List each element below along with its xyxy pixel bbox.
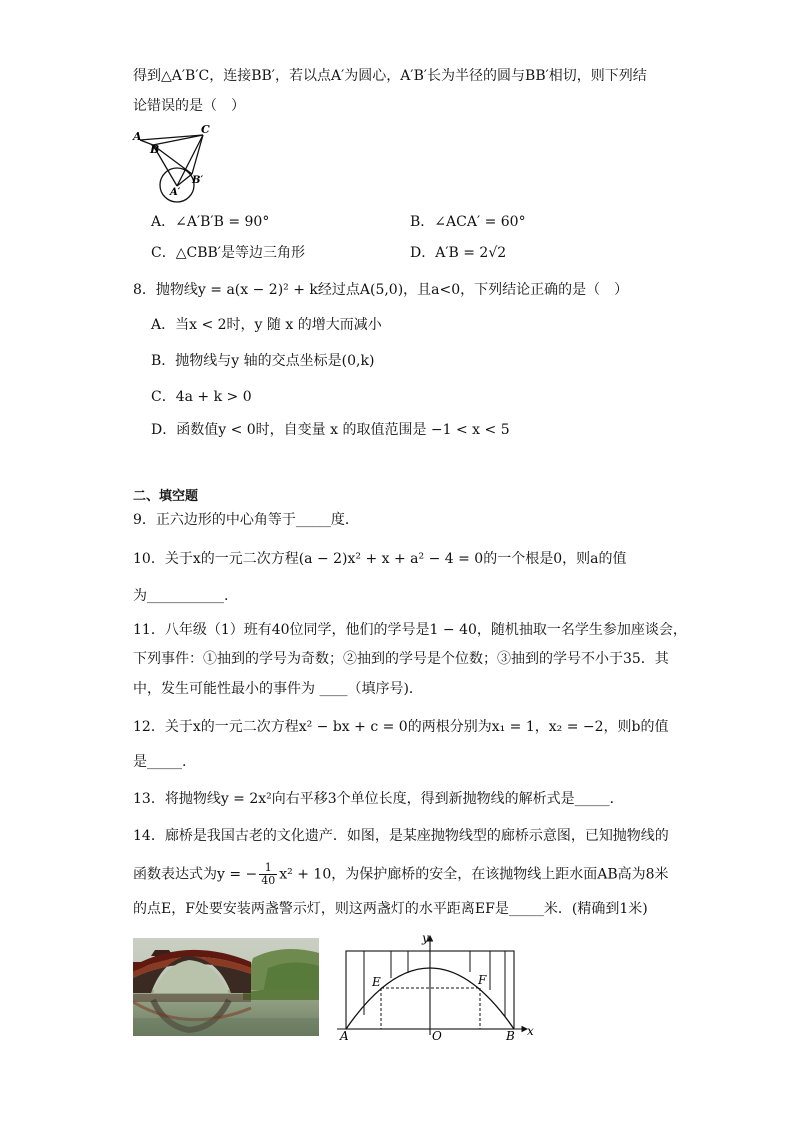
- q11-line1: 11．八年级（1）班有40位同学，他们的学号是1 − 40，随机抽取一名学生参加座谈会，: [133, 622, 687, 638]
- q12-line2: 是_____.: [133, 754, 187, 770]
- bridge-parabola-diagram: [337, 932, 537, 1042]
- q14-line3: 的点E，F处要安装两盏警示灯，则这两盏灯的水平距离EF是_____米．(精确到1米): [133, 901, 648, 917]
- q7-triangle-figure: [130, 122, 215, 206]
- q8-stem: 8．抛物线y = a(x − 2)² + k经过点A(5,0)，且a<0，下列结论正确的是（ ）: [133, 282, 629, 298]
- q11-line2: 下列事件：①抽到的学号为奇数；②抽到的学号是个位数；③抽到的学号不小于35．其: [133, 651, 669, 667]
- q7-option-c: C．△CBB′是等边三角形: [151, 245, 305, 261]
- q7-option-a: A．∠A′B′B = 90°: [151, 214, 270, 230]
- q14-line2-start: 函数表达式为y = −: [133, 866, 258, 883]
- q8-option-b: B．抛物线与y 轴的交点坐标是(0,k): [151, 353, 375, 369]
- section-title: 二、填空题: [133, 489, 199, 504]
- q11-line3: 中，发生可能性最小的事件为 ____（填序号)．: [133, 681, 423, 697]
- q14-fraction-numerator: 1: [259, 862, 277, 875]
- q10-line2: 为___________.: [133, 588, 229, 604]
- q7-option-b: B．∠ACA′ = 60°: [410, 214, 526, 230]
- q14-fraction-denominator: 40: [261, 874, 276, 887]
- label-A: A: [133, 130, 142, 143]
- q8-option-d: D．函数值y < 0时，自变量 x 的取值范围是 −1 < x < 5: [151, 422, 510, 438]
- q7-stem-line1: 得到△A′B′C，连接BB′，若以点A′为圆心，A′B′长为半径的圆与BB′相切，则下列结: [133, 68, 647, 84]
- diagram-label-F: F: [478, 973, 487, 987]
- q12-line1: 12．关于x的一元二次方程x² − bx + c = 0的两根分别为x₁ = 1，x₂ = −2，则b的值: [133, 719, 669, 735]
- q9-text: 9．正六边形的中心角等于_____度．: [133, 512, 359, 528]
- diagram-label-x: x: [527, 1024, 534, 1038]
- bridge-photo: [133, 938, 319, 1036]
- diagram-label-A: A: [340, 1029, 349, 1042]
- q7-stem-line2: 论错误的是（ ）: [133, 98, 245, 114]
- q7-option-d: D．A′B = 2√2: [410, 245, 507, 261]
- q8-option-c: C．4a + k > 0: [151, 389, 252, 405]
- q10-line1: 10．关于x的一元二次方程(a − 2)x² + x + a² − 4 = 0的一个根是0，则a的值: [133, 551, 627, 567]
- diagram-label-y: y: [422, 932, 429, 945]
- q13-text: 13．将抛物线y = 2x²向右平移3个单位长度，得到新抛物线的解析式是_____．: [133, 791, 624, 807]
- label-B: B: [150, 143, 160, 156]
- q14-line2: [133, 862, 669, 887]
- q14-line2-end: x² + 10，为保护廊桥的安全，在该抛物线上距水面AB高为8米: [279, 866, 669, 883]
- diagram-label-E: E: [372, 975, 381, 989]
- label-C: C: [201, 123, 210, 136]
- label-B-prime: B′: [192, 175, 204, 186]
- q14-line1: 14．廊桥是我国古老的文化遗产．如图，是某座抛物线型的廊桥示意图，已知抛物线的: [133, 828, 669, 844]
- q8-option-a: A．当x < 2时，y 随 x 的增大而减小: [151, 317, 382, 333]
- diagram-label-O: O: [432, 1029, 442, 1042]
- diagram-label-B: B: [506, 1029, 515, 1042]
- q14-fraction: [259, 862, 277, 887]
- label-A-prime: A′: [170, 187, 181, 198]
